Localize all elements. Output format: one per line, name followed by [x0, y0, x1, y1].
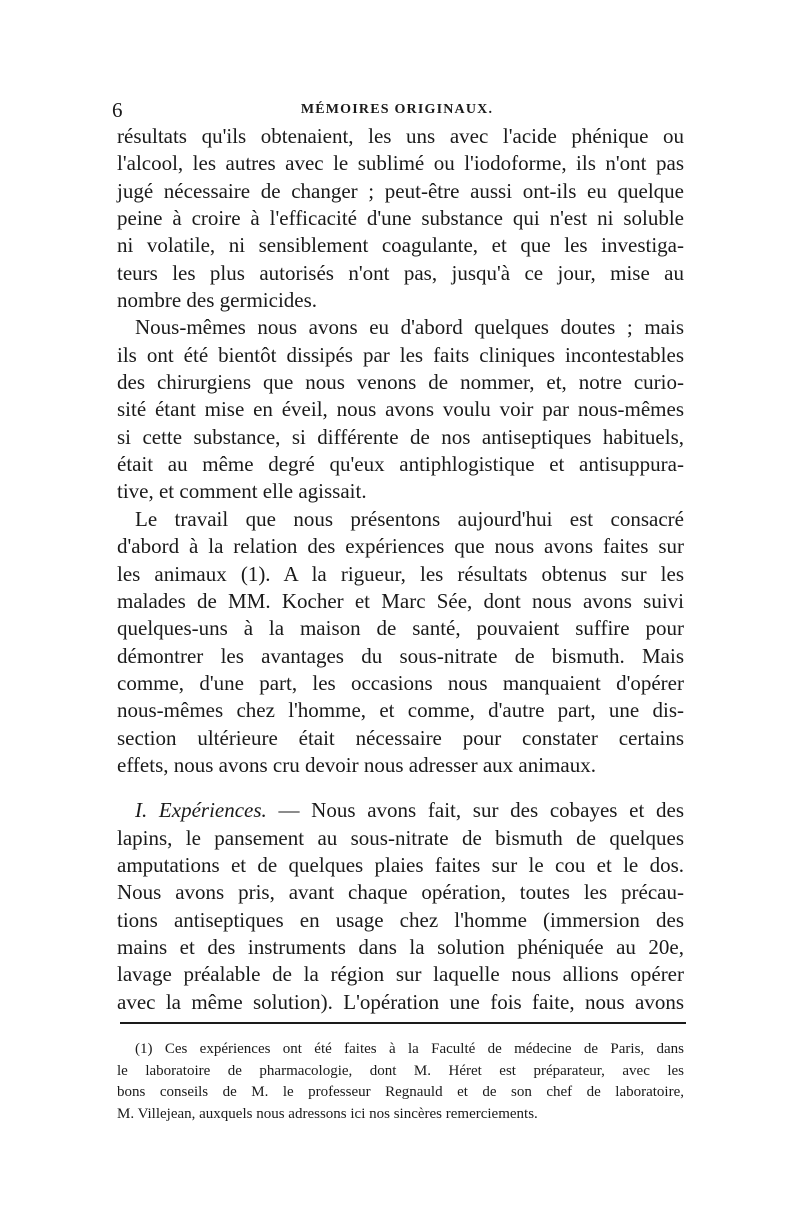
section-first-line: [117, 797, 684, 824]
footnote-line: M. Villejean, auxquels nous adressons ici nos sincères remerciements.: [117, 1105, 538, 1122]
footnote: [117, 1039, 684, 1125]
body-line: démontrer les avantages du sous-nitrate de bismuth. Mais: [117, 643, 684, 668]
page-header: [112, 98, 682, 122]
running-title: MÉMOIRES ORIGINAUX.: [300, 102, 494, 117]
body-line: jugé nécessaire de changer ; peut-être aussi ont-ils eu quelque: [117, 178, 684, 203]
body-line: ni volatile, ni sensiblement coagulante, et que les investiga-: [117, 233, 684, 258]
body-line: d'abord à la relation des expériences que nous avons faites sur: [117, 534, 684, 559]
section-line-start: — Nous avons fait, sur des cobayes et des: [278, 798, 684, 823]
body-line: amputations et de quelques plaies faites sur le cou et le dos.: [117, 852, 684, 877]
footnote-line: le laboratoire de pharmacologie, dont M. Héret est préparateur, avec les: [117, 1062, 684, 1079]
body-line: tive, et comment elle agissait.: [117, 479, 367, 504]
body-line: résultats qu'ils obtenaient, les uns avec l'acide phénique ou: [117, 124, 684, 148]
body-line: avec la même solution). L'opération une fois faite, nous avons: [117, 989, 684, 1014]
body-line: si cette substance, si différente de nos antiseptiques habituels,: [117, 424, 684, 449]
body-line: nous-mêmes chez l'homme, et comme, d'autre part, une dis-: [117, 698, 684, 723]
body-line: section ultérieure était nécessaire pour constater certains: [117, 725, 684, 750]
body-line: ils ont été bientôt dissipés par les faits cliniques incontestables: [117, 342, 684, 367]
body-line: était au même degré qu'eux antiphlogistique et antisuppura-: [117, 452, 684, 477]
body-line: peine à croire à l'efficacité d'une substance qui n'est ni soluble: [117, 206, 684, 231]
body-line: lapins, le pansement au sous-nitrate de bismuth de quelques: [117, 825, 684, 850]
body-line: quelques-uns à la maison de santé, pouvaient suffire pour: [117, 616, 684, 641]
body-line: teurs les plus autorisés n'ont pas, jusqu'à ce jour, mise au: [117, 260, 684, 285]
footnote-line: bons conseils de M. le professeur Regnauld et de son chef de laboratoire,: [117, 1084, 684, 1100]
body-line: malades de MM. Kocher et Marc Sée, dont nous avons suivi: [117, 588, 684, 613]
body-line: Nous avons pris, avant chaque opération, toutes les précau-: [117, 880, 684, 905]
body-line: Le travail que nous présentons aujourd'hui est consacré: [135, 506, 684, 531]
page-number: 6: [112, 98, 123, 122]
body-line: nombre des germicides.: [117, 288, 318, 313]
body-line: lavage préalable de la région sur laquelle nous allions opérer: [117, 962, 684, 987]
body-line: tions antiseptiques en usage chez l'homme (immersion des: [117, 907, 684, 932]
body-text: [117, 123, 684, 1016]
body-line: les animaux (1). A la rigueur, les résultats obtenus sur les: [117, 561, 684, 586]
body-line: comme, d'une part, les occasions nous manquaient d'opérer: [117, 670, 684, 695]
body-line: sité étant mise en éveil, nous avons voulu voir par nous-mêmes: [117, 397, 684, 422]
body-line: des chirurgiens que nous venons de nommer, et, notre curio-: [117, 370, 684, 395]
paragraph-gap: [117, 779, 684, 797]
body-line: effets, nous avons cru devoir nous adresser aux animaux.: [117, 752, 596, 777]
body-line: l'alcool, les autres avec le sublimé ou l'iodoforme, ils n'ont pas: [117, 151, 684, 176]
body-line: mains et des instruments dans la solution phéniquée au 20e,: [117, 934, 684, 959]
section-heading: I. Expériences.: [135, 798, 267, 823]
footnote-divider: [120, 1022, 686, 1024]
footnote-line: (1) Ces expériences ont été faites à la Faculté de médecine de Paris, dans: [135, 1041, 684, 1057]
body-line: Nous-mêmes nous avons eu d'abord quelques doutes ; mais: [135, 315, 684, 340]
